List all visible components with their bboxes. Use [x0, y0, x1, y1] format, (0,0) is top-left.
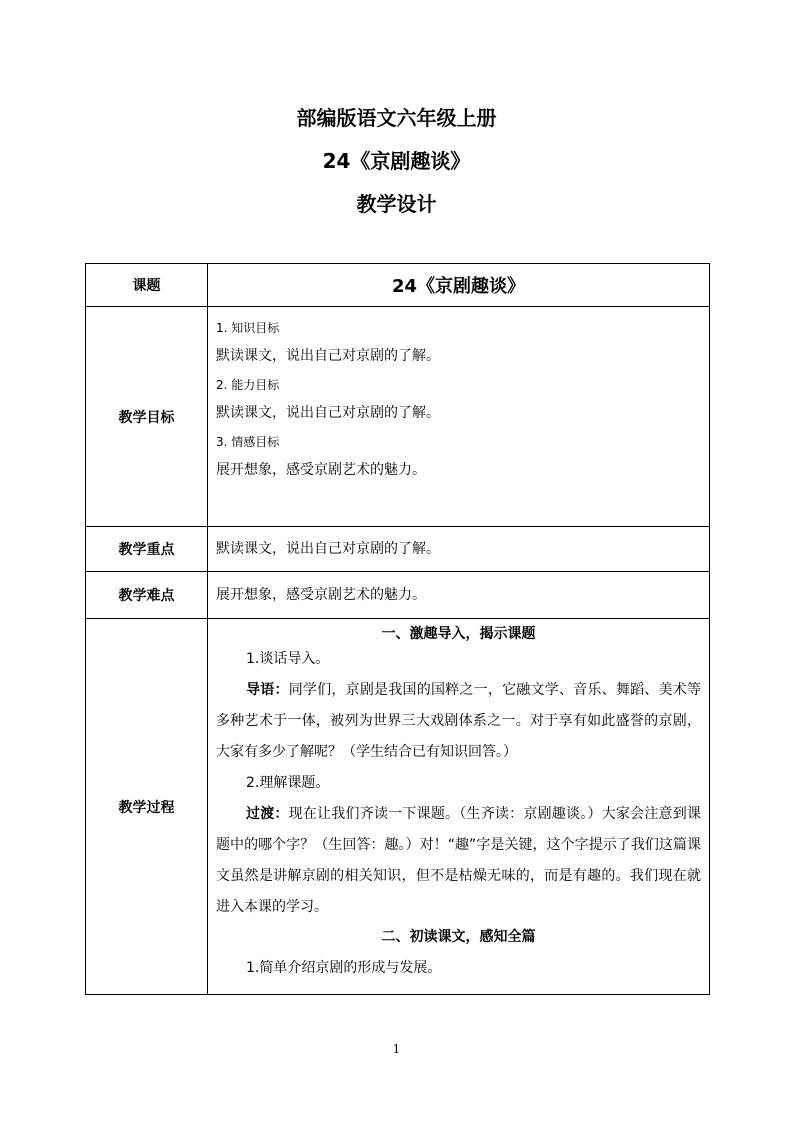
difficulty-label: 教学难点 — [86, 572, 208, 619]
transition-text: 现在让我们齐读一下课题。（生齐读：京剧趣谈。）大家会注意到课题中的哪个字？（生回答：趣。）对！“趣”字是关键，这个字提示了我们这篇课文虽然是讲解京剧的相关知识，但不是枯燥无味的，而是有趣的。我们现在就进入本课的学习。 — [216, 806, 701, 915]
table-row — [86, 307, 710, 527]
document-title: 部编版语文六年级上册 — [296, 106, 497, 130]
key-point-text: 默读课文，说出自己对京剧的了解。 — [216, 541, 440, 557]
guide-paragraph — [216, 675, 701, 768]
transition-label: 过渡： — [246, 806, 289, 822]
process-label: 教学过程 — [86, 619, 208, 995]
guide-text: 同学们，京剧是我国的国粹之一，它融文学、音乐、舞蹈、美术等多种艺术于一体，被列为世界三大戏剧体系之一。对于享有如此盛誉的京剧，大家有多少了解呢？（学生结合已有知识回答。） — [216, 682, 702, 760]
goal-text: 默读课文，说出自己对京剧的了解。 — [216, 405, 440, 421]
goal-heading: 2. 能力目标 — [216, 378, 280, 392]
goals-label: 教学目标 — [86, 307, 208, 527]
table-row — [86, 619, 710, 995]
section-heading: 二、初读课文，感知全篇 — [381, 929, 536, 945]
transition-paragraph — [216, 799, 701, 923]
table-row — [86, 264, 710, 307]
lesson-plan-table — [85, 263, 710, 995]
key-point-cell — [208, 527, 710, 572]
table-row — [86, 572, 710, 619]
lesson-title: 24《京剧趣谈》 — [322, 149, 471, 173]
process-cell — [208, 619, 710, 995]
goal-text: 展开想象，感受京剧艺术的魅力。 — [216, 462, 426, 478]
topic-label: 课题 — [86, 264, 208, 307]
difficulty-cell — [208, 572, 710, 619]
document-subtitle: 教学设计 — [356, 192, 437, 216]
section-heading: 一、激趣导入，揭示课题 — [381, 626, 536, 642]
goal-heading: 3. 情感目标 — [216, 435, 280, 449]
table-row — [86, 527, 710, 572]
process-step: 2.理解课题。 — [246, 775, 330, 791]
process-step: 1.谈话导入。 — [246, 651, 330, 667]
topic-value: 24《京剧趣谈》 — [208, 264, 710, 307]
goal-text: 默读课文，说出自己对京剧的了解。 — [216, 348, 440, 364]
goals-cell — [208, 307, 710, 527]
page-number: 1 — [392, 1042, 401, 1056]
key-point-label: 教学重点 — [86, 527, 208, 572]
goal-heading: 1. 知识目标 — [216, 321, 280, 335]
difficulty-text: 展开想象，感受京剧艺术的魅力。 — [216, 587, 426, 603]
guide-label: 导语： — [246, 682, 289, 698]
process-step: 1.简单介绍京剧的形成与发展。 — [246, 960, 442, 976]
